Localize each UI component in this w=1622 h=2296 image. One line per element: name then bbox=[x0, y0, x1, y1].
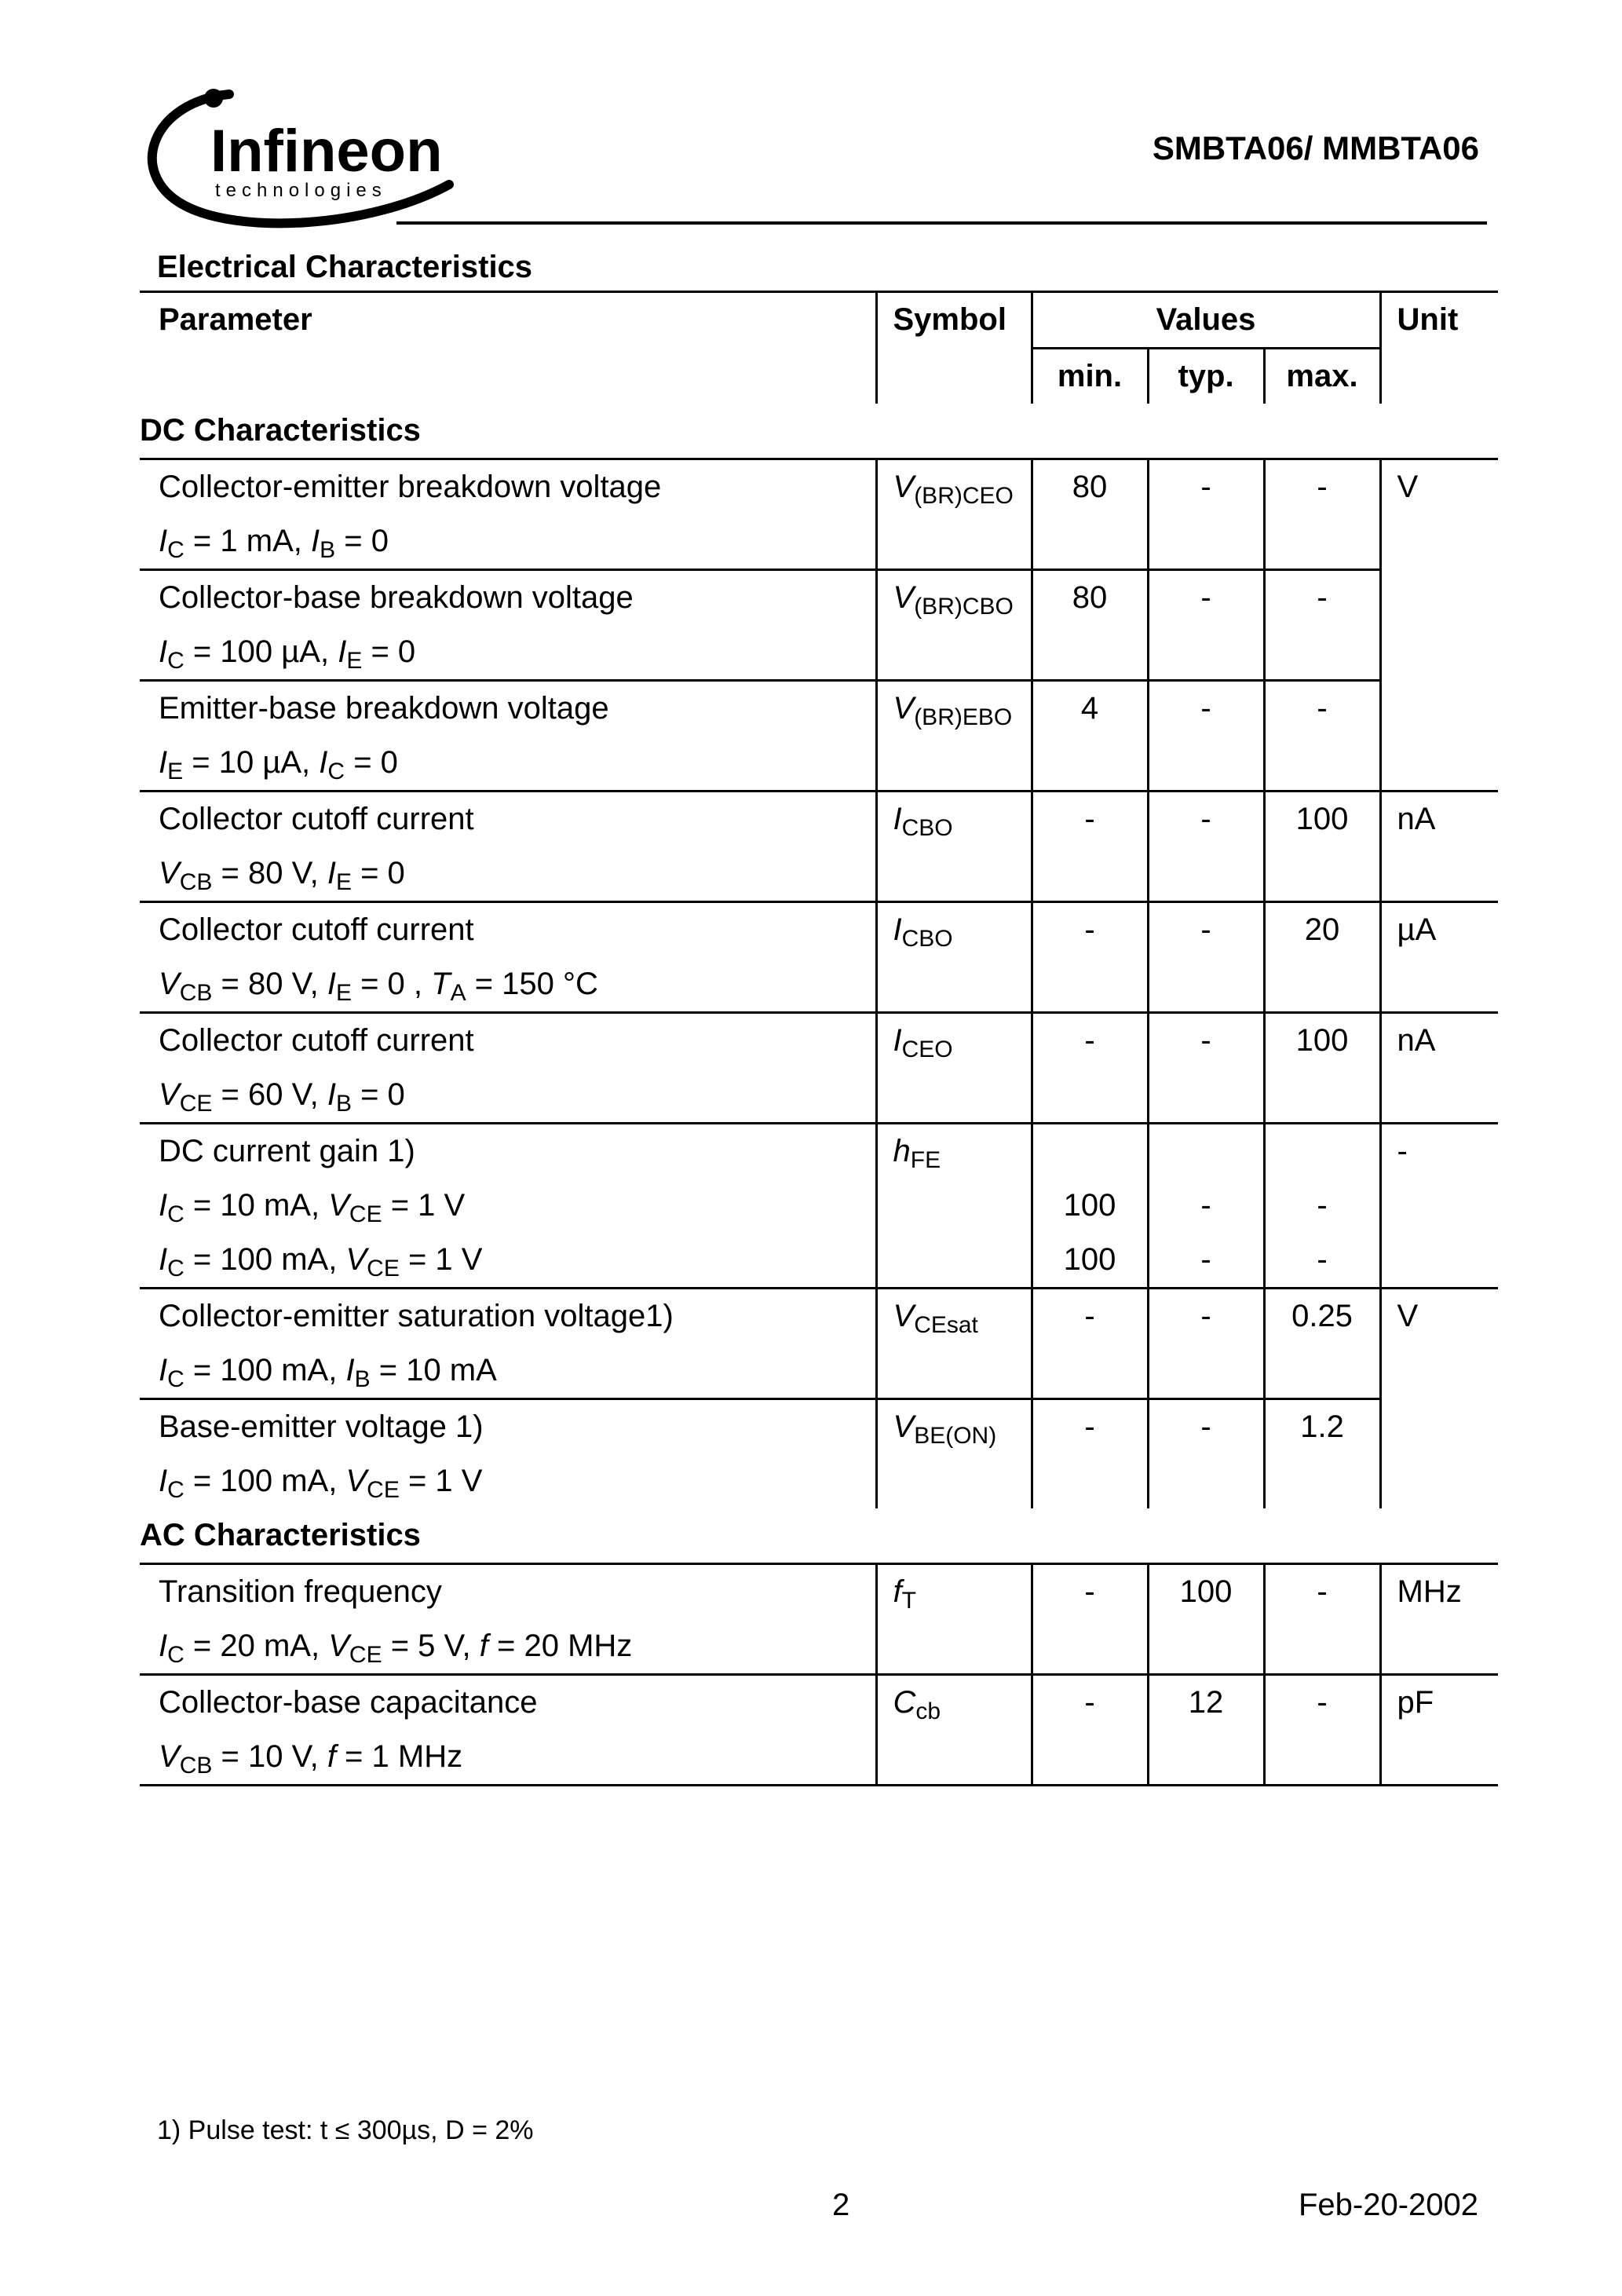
param-conditions: $I_C = 20$ mA, $V_{CE} = 5$ V, f = 20 MHz bbox=[159, 1629, 633, 1668]
part-number: SMBTA06/ MMBTA06 bbox=[1152, 130, 1479, 166]
symbol: $I_{CEO}$ bbox=[893, 1023, 953, 1062]
param-conditions: $I_C = 1$ mA, $I_B = 0$ bbox=[159, 524, 389, 563]
dc-section-row bbox=[140, 404, 1498, 459]
header-symbol: Symbol bbox=[876, 292, 1032, 404]
table-row bbox=[140, 1564, 1498, 1675]
param-conditions: $V_{CB} = 80$ V, $I_E = 0$ , $T_A = 150$ °C bbox=[159, 967, 598, 1006]
section-title: Electrical Characteristics bbox=[157, 250, 533, 284]
value-typ: 100 bbox=[1179, 1574, 1233, 1609]
logo-subtext: technologies bbox=[215, 180, 387, 201]
param-conditions: $I_C = 100$ mA, $V_{CE} = 1$ V bbox=[159, 1464, 483, 1503]
header-min: min. bbox=[1032, 349, 1148, 404]
param-name: Transition frequency bbox=[159, 1574, 442, 1609]
param-conditions: $I_C = 10$ mA, $V_{CE} = 1$ V bbox=[159, 1188, 466, 1227]
unit: MHz bbox=[1397, 1574, 1462, 1609]
value-typ: - bbox=[1200, 1188, 1211, 1223]
ac-section-row bbox=[140, 1508, 1498, 1564]
unit: V bbox=[1397, 1299, 1419, 1333]
param-name: Collector cutoff current bbox=[159, 912, 474, 947]
value-min: - bbox=[1084, 1685, 1095, 1720]
table-row bbox=[140, 1399, 1498, 1509]
footnote: 1) Pulse test: t ≤ 300µs, D = 2% bbox=[157, 2115, 534, 2145]
value-min: - bbox=[1084, 1409, 1095, 1444]
value-max: 1.2 bbox=[1300, 1409, 1344, 1444]
param-conditions: $I_C = 100$ mA, $V_{CE} = 1$ V bbox=[159, 1242, 483, 1281]
table-row bbox=[140, 902, 1498, 1013]
param-conditions: $I_C = 100$ mA, $I_B = 10$ mA bbox=[159, 1353, 497, 1392]
footer-date: Feb-20-2002 bbox=[1298, 2188, 1478, 2222]
value-min: - bbox=[1084, 912, 1095, 947]
unit: µA bbox=[1397, 912, 1437, 947]
unit: - bbox=[1397, 1134, 1408, 1168]
unit: nA bbox=[1397, 802, 1436, 836]
param-conditions: $I_C = 100$ µA, $I_E = 0$ bbox=[159, 634, 416, 674]
characteristics-table bbox=[140, 291, 1498, 1786]
param-name: Emitter-base breakdown voltage bbox=[159, 691, 609, 726]
value-min: 80 bbox=[1072, 470, 1108, 504]
unit: pF bbox=[1397, 1685, 1434, 1720]
symbol: $V_{(BR)CEO}$ bbox=[893, 470, 1014, 509]
unit: V bbox=[1397, 470, 1419, 504]
table-row bbox=[140, 1289, 1498, 1399]
value-min: - bbox=[1084, 1574, 1095, 1609]
dc-section-title: DC Characteristics bbox=[140, 413, 421, 448]
param-conditions: $V_{CE} = 60$ V, $I_B = 0$ bbox=[159, 1077, 405, 1117]
value-max: - bbox=[1317, 1685, 1328, 1720]
value-max: - bbox=[1317, 1242, 1328, 1277]
symbol: $C_{cb}$ bbox=[893, 1685, 941, 1724]
ac-section-title: AC Characteristics bbox=[140, 1518, 421, 1552]
value-typ: - bbox=[1200, 1242, 1211, 1277]
value-min: 4 bbox=[1080, 691, 1099, 726]
value-typ: - bbox=[1200, 470, 1211, 504]
value-min: 100 bbox=[1063, 1242, 1116, 1277]
param-name: Collector-emitter saturation voltage1) bbox=[159, 1299, 674, 1333]
header-parameter: Parameter bbox=[140, 292, 876, 404]
page-number: 2 bbox=[832, 2188, 850, 2222]
value-min: - bbox=[1084, 1023, 1095, 1058]
header-values: Values bbox=[1032, 292, 1380, 349]
infineon-logo bbox=[135, 79, 465, 236]
param-conditions: $V_{CB} = 10$ V, f = 1 MHz bbox=[159, 1739, 463, 1779]
header-typ: typ. bbox=[1148, 349, 1264, 404]
value-typ: - bbox=[1200, 912, 1211, 947]
table-row bbox=[140, 570, 1498, 681]
symbol: $V_{CEsat}$ bbox=[893, 1299, 978, 1338]
header-unit: Unit bbox=[1380, 292, 1498, 404]
table-row bbox=[140, 1124, 1498, 1289]
value-max: - bbox=[1317, 691, 1328, 726]
symbol: $h_{FE}$ bbox=[893, 1134, 941, 1173]
table-row bbox=[140, 1013, 1498, 1124]
param-name: Collector cutoff current bbox=[159, 802, 474, 836]
param-name: Collector-base capacitance bbox=[159, 1685, 538, 1720]
param-name: Collector-emitter breakdown voltage bbox=[159, 470, 662, 504]
value-min: - bbox=[1084, 802, 1095, 836]
value-min: - bbox=[1084, 1299, 1095, 1333]
logo-text: Infineon bbox=[210, 118, 443, 185]
table-row bbox=[140, 459, 1498, 570]
value-typ: - bbox=[1200, 802, 1211, 836]
param-conditions: $V_{CB} = 80$ V, $I_E = 0$ bbox=[159, 856, 405, 895]
table-row bbox=[140, 681, 1498, 792]
value-max: 100 bbox=[1295, 1023, 1349, 1058]
header-rule bbox=[396, 221, 1487, 225]
value-max: - bbox=[1317, 1188, 1328, 1223]
symbol: $I_{CBO}$ bbox=[893, 912, 953, 952]
param-name: Collector cutoff current bbox=[159, 1023, 474, 1058]
symbol: $f_T$ bbox=[893, 1574, 916, 1614]
value-typ: - bbox=[1200, 1299, 1211, 1333]
symbol: $V_{BE(ON)}$ bbox=[893, 1409, 997, 1449]
param-conditions: $I_E = 10$ µA, $I_C = 0$ bbox=[159, 745, 398, 784]
value-typ: - bbox=[1200, 691, 1211, 726]
value-max: - bbox=[1317, 1574, 1328, 1609]
value-max: - bbox=[1317, 580, 1328, 615]
unit: nA bbox=[1397, 1023, 1436, 1058]
symbol: $V_{(BR)CBO}$ bbox=[893, 580, 1014, 620]
symbol: $I_{CBO}$ bbox=[893, 802, 953, 841]
symbol: $V_{(BR)EBO}$ bbox=[893, 691, 1013, 730]
table-row bbox=[140, 792, 1498, 902]
param-name: DC current gain 1) bbox=[159, 1134, 415, 1168]
value-max: 0.25 bbox=[1291, 1299, 1353, 1333]
value-max: 20 bbox=[1304, 912, 1340, 947]
table-row bbox=[140, 1675, 1498, 1786]
value-typ: 12 bbox=[1188, 1685, 1224, 1720]
table-header-row bbox=[140, 292, 1498, 349]
value-max: - bbox=[1317, 470, 1328, 504]
value-max: 100 bbox=[1295, 802, 1349, 836]
value-typ: - bbox=[1200, 1023, 1211, 1058]
value-min: 80 bbox=[1072, 580, 1108, 615]
header-max: max. bbox=[1264, 349, 1380, 404]
value-typ: - bbox=[1200, 1409, 1211, 1444]
param-name: Base-emitter voltage 1) bbox=[159, 1409, 484, 1444]
value-min: 100 bbox=[1063, 1188, 1116, 1223]
value-typ: - bbox=[1200, 580, 1211, 615]
param-name: Collector-base breakdown voltage bbox=[159, 580, 634, 615]
